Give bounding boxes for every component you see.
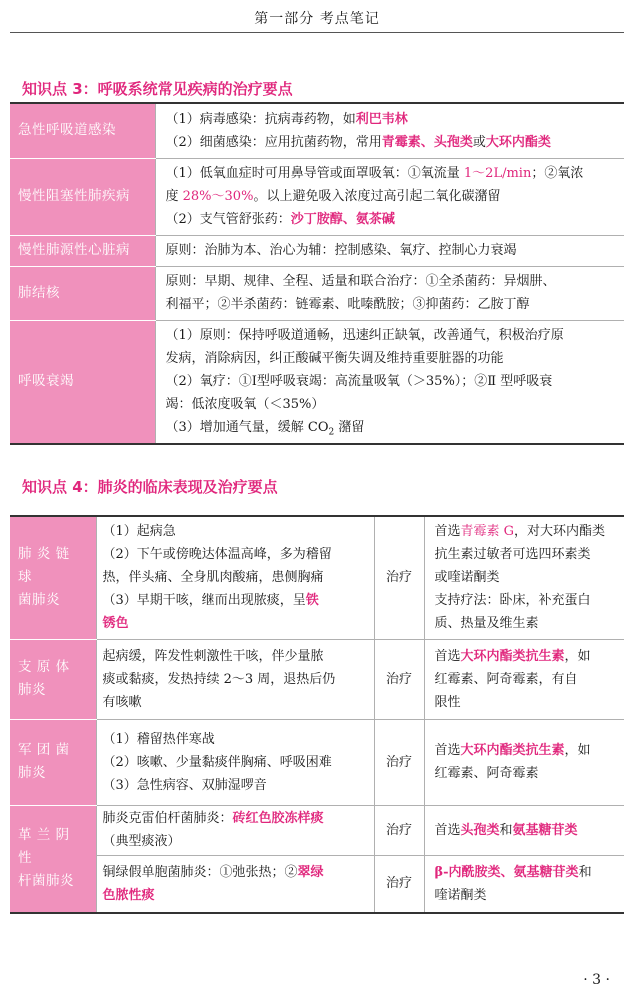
section-4-table	[10, 515, 624, 914]
clinical-features: 起病缓，阵发性刺激性干咳，伴少量脓 痰或黏痰，发热持续 2～3 周，退热后仍 有咳嗽	[96, 639, 374, 719]
header-rule	[10, 32, 624, 33]
treatment-label: 治疗	[374, 855, 424, 913]
row-content: （1）原则：保持呼吸道通畅，迅速纠正缺氧，改善通气，积极治疗原 发病，消除病因，纠正酸碱平衡失调及维持重要脏器的功能 （2）氧疗：①Ⅰ型呼吸衰竭：高流量吸氧（＞35%）；②Ⅱ 型呼吸衰 竭：低浓度吸氧（＜35%） （3）增加通气量，缓解 $CO_2$ 潴留	[155, 320, 624, 444]
row-content: 原则：治肺为本、治心为辅：控制感染、氧疗、控制心力衰竭	[155, 235, 624, 266]
row-label: 急性呼吸道感染	[10, 103, 155, 158]
section-4-heading: 知识点 4：肺炎的临床表现及治疗要点	[22, 478, 278, 496]
table-row	[10, 235, 624, 266]
row-content: （1）病毒感染：抗病毒药物，如利巴韦林 （2）细菌感染：应用抗菌药物，常用青霉素、头孢类或大环内酯类	[155, 103, 624, 158]
treatment-label: 治疗	[374, 719, 424, 805]
clinical-features: 铜绿假单胞菌肺炎：①弛张热；②翠绿 色脓性痰	[96, 855, 374, 913]
treatment-label: 治疗	[374, 516, 424, 639]
table-row	[10, 855, 624, 913]
row-label: 慢性阻塞性肺疾病	[10, 158, 155, 235]
row-label: 革 兰 阴 性 杆菌肺炎	[10, 805, 96, 913]
table-row	[10, 719, 624, 805]
table-row	[10, 158, 624, 235]
treatment-label: 治疗	[374, 639, 424, 719]
clinical-features: （1）稽留热伴寒战 （2）咳嗽、少量黏痰伴胸痛、呼吸困难 （3）急性病容、双肺湿啰音	[96, 719, 374, 805]
row-label: 支 原 体 肺炎	[10, 639, 96, 719]
treatment-label: 治疗	[374, 805, 424, 855]
row-label: 肺结核	[10, 266, 155, 320]
clinical-features: 肺炎克雷伯杆菌肺炎：砖红色胶冻样痰 （典型痰液）	[96, 805, 374, 855]
table-row	[10, 516, 624, 639]
row-label: 慢性肺源性心脏病	[10, 235, 155, 266]
page-header: 第一部分 考点笔记	[254, 11, 380, 27]
treatment-text: 首选头孢类和氨基糖苷类	[424, 805, 624, 855]
clinical-features: （1）起病急 （2）下午或傍晚达体温高峰，多为稽留 热，伴头痛、全身肌肉酸痛，患侧胸痛 （3）早期干咳，继而出现脓痰，呈铁 锈色	[96, 516, 374, 639]
table-row	[10, 320, 624, 444]
table-row	[10, 266, 624, 320]
row-label: 肺 炎 链 球 菌肺炎	[10, 516, 96, 639]
table-row	[10, 805, 624, 855]
row-content: （1）低氧血症时可用鼻导管或面罩吸氧：①氧流量 1～2L/min；②氧浓 度 28%～30%。以上避免吸入浓度过高引起二氧化碳潴留 （2）支气管舒张药：沙丁胺醇、氨茶碱	[155, 158, 624, 235]
treatment-text: β-内酰胺类、氨基糖苷类和 喹诺酮类	[424, 855, 624, 913]
table-row	[10, 103, 624, 158]
section-3-table	[10, 102, 624, 445]
row-label: 呼吸衰竭	[10, 320, 155, 444]
treatment-text: 首选大环内酯类抗生素，如 红霉素、阿奇霉素	[424, 719, 624, 805]
page-number: · 3 ·	[583, 972, 610, 988]
row-label: 军 团 菌 肺炎	[10, 719, 96, 805]
table-row	[10, 639, 624, 719]
section-3-heading: 知识点 3：呼吸系统常见疾病的治疗要点	[22, 80, 293, 98]
treatment-text: 首选大环内酯类抗生素，如 红霉素、阿奇霉素，有自 限性	[424, 639, 624, 719]
treatment-text: 首选青霉素 G，对大环内酯类 抗生素过敏者可选四环素类 或喹诺酮类 支持疗法：卧床，补充蛋白 质、热量及维生素	[424, 516, 624, 639]
row-content: 原则：早期、规律、全程、适量和联合治疗：①全杀菌药：异烟肼、 利福平；②半杀菌药：链霉素、吡嗪酰胺；③抑菌药：乙胺丁醇	[155, 266, 624, 320]
